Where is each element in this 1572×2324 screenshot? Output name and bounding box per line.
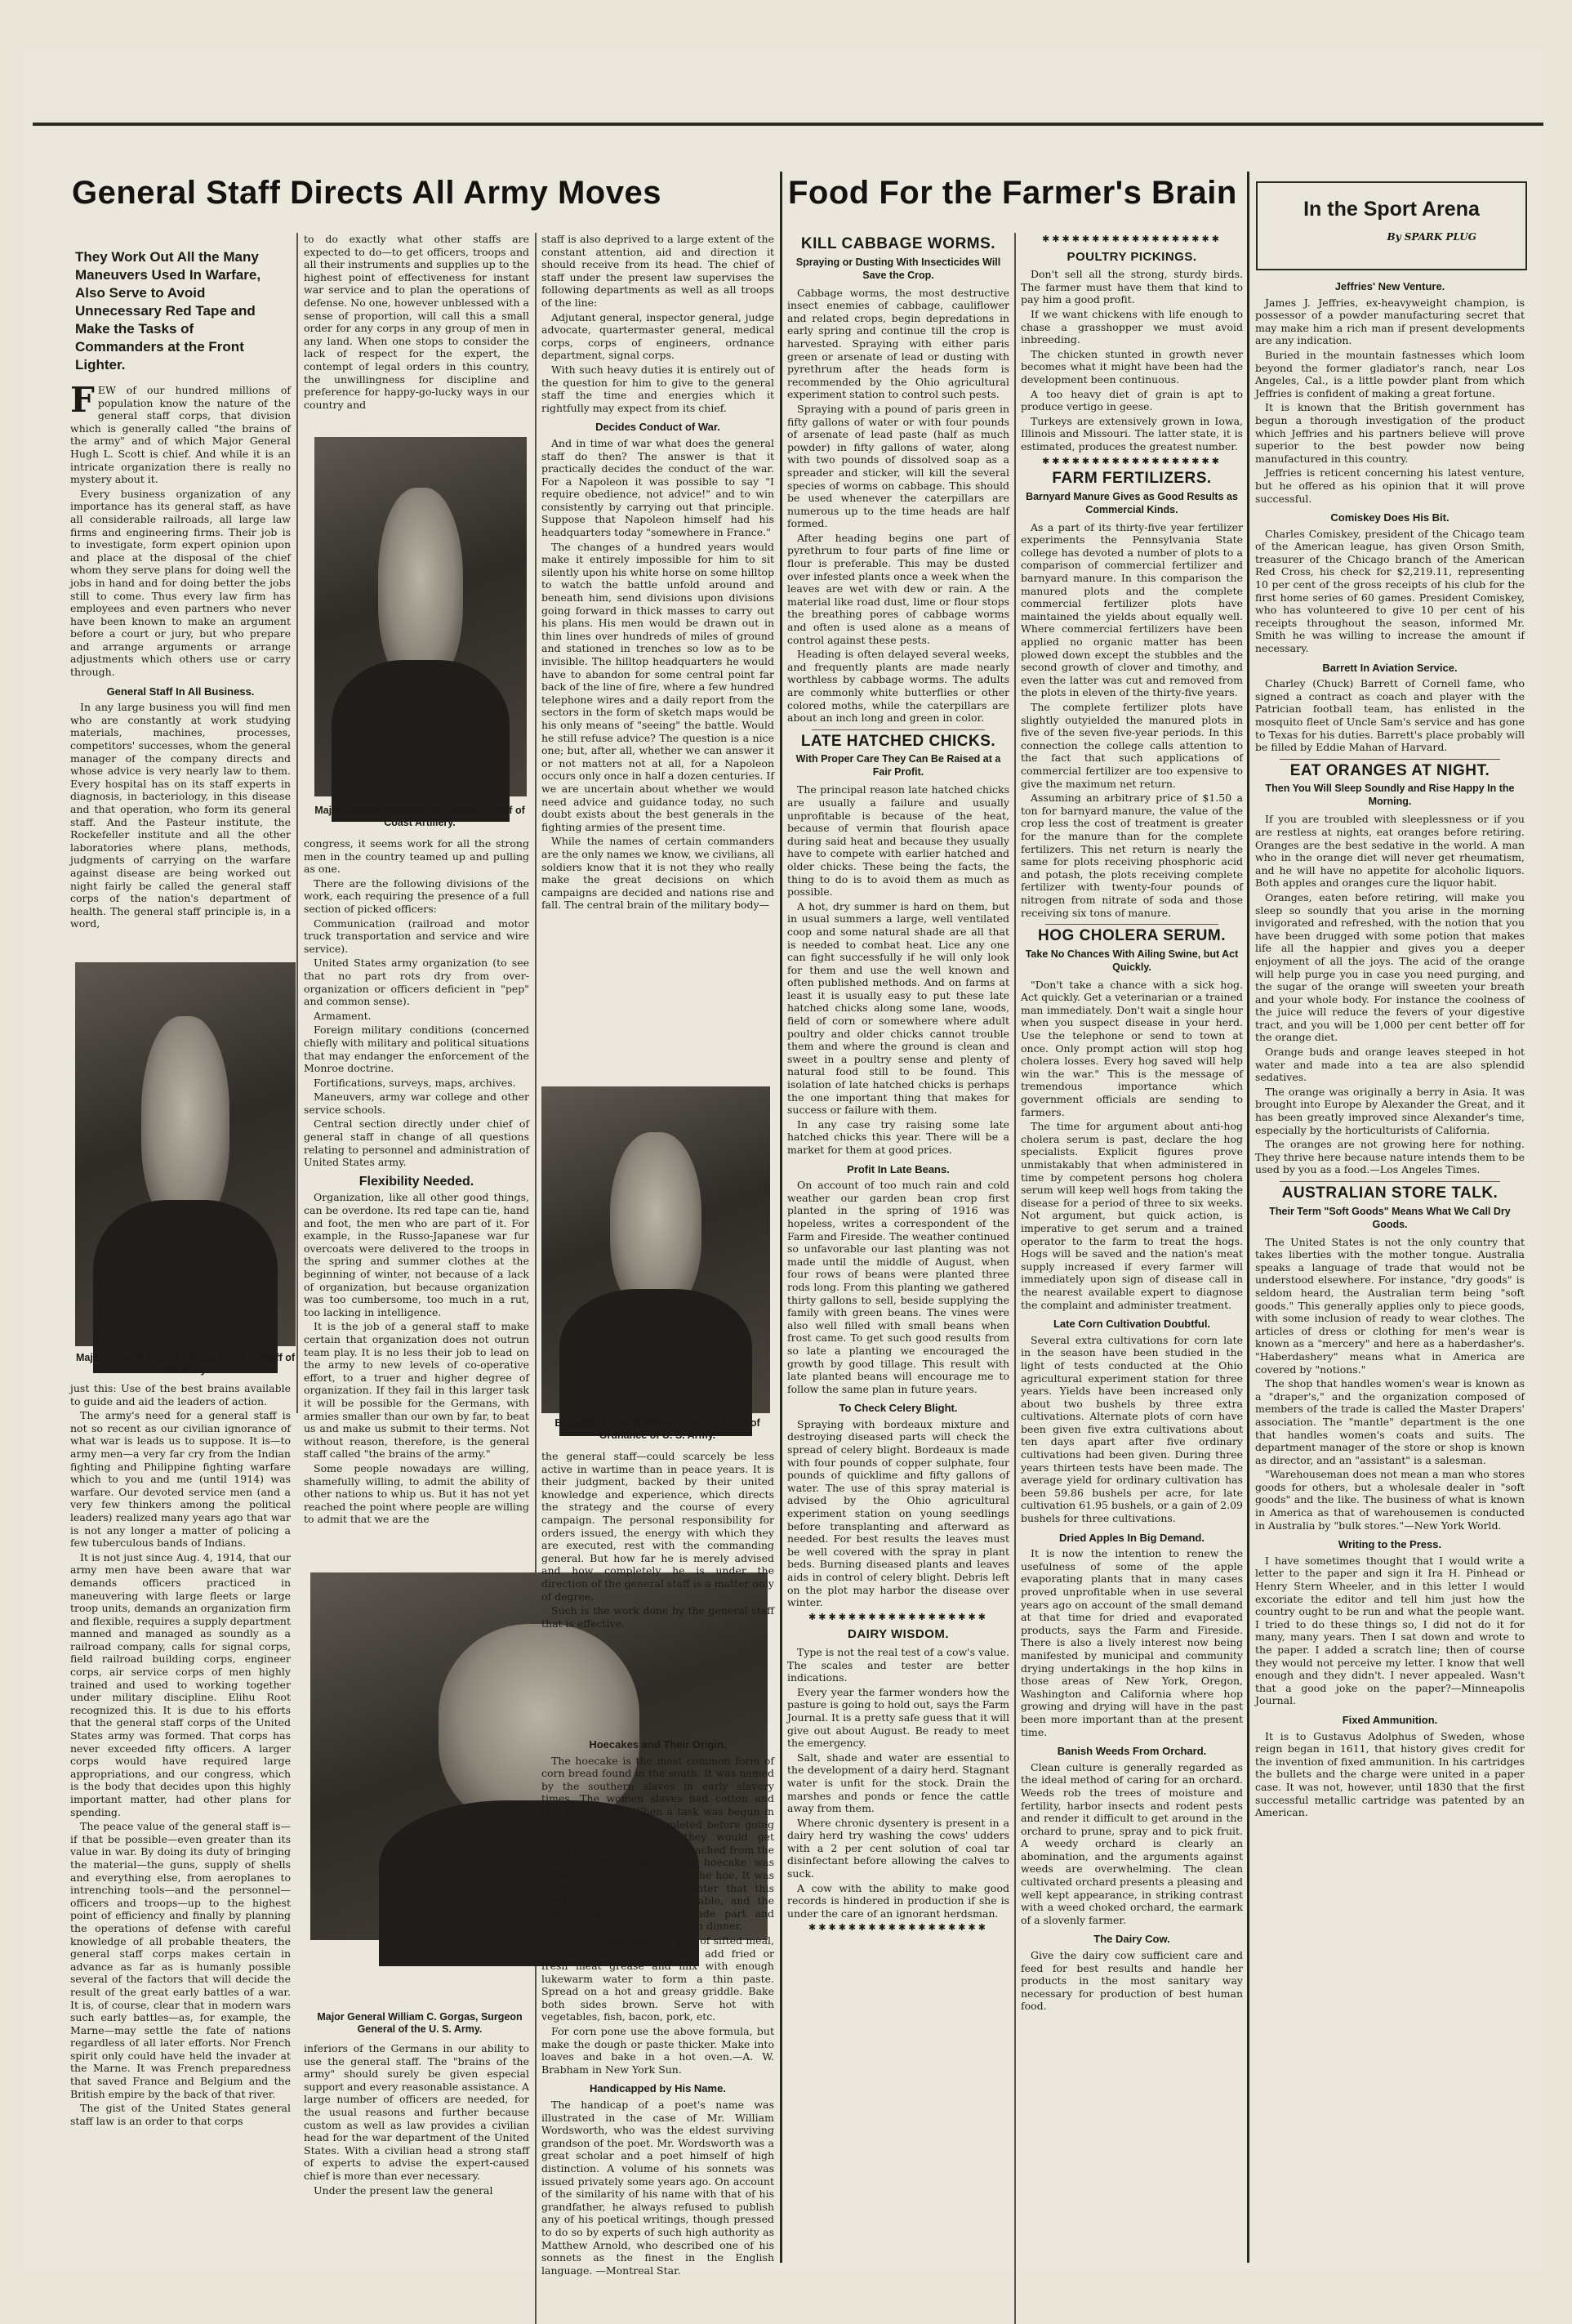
paragraph: Assuming an arbitrary price of $1.50 a ton for barnyard manure, the value of the crop less the cost of treatment is greater for the manure than for the complete fertilizers. This net return is nearly the same for plots receiving phosphoric acid and potash, the plots receiving complete fertilizer with twenty-four pounds of nitrogen from nitrate of soda and those receiving six tons of manure. xyxy=(1021,792,1243,919)
deck: Spraying or Dusting With Insecticides Will Save the Crop. xyxy=(795,256,1001,281)
column-2-mid xyxy=(304,837,529,1572)
subhead: Comiskey Does His Bit. xyxy=(1330,511,1450,524)
paragraph: Every business organization of any importance has its general staff, as have all considerable railroads, all large law firms and engineering firms. Their job is to investigate, form expert opinion upon and place at the disposal of the chief whom they serve plans for doing well the jobs in hand and for doing better the jobs still to come. Thus every law firm has employees and even partners who never have been known to make an argument before a court or jury, but who prepare and arrange arguments or arrange adjustments which others use or carry through. xyxy=(70,487,291,679)
deck: Barnyard Manure Gives as Good Results as Commercial Kinds. xyxy=(1026,490,1238,515)
paragraph: There are the following divisions of the work, each requiring the presence of a full section of picked officers: xyxy=(304,877,529,915)
column-5 xyxy=(1021,233,1243,2275)
paragraph: just this: Use of the best brains available to guide and aid the leaders of action. xyxy=(70,1382,291,1407)
paragraph: the general staff—could scarcely be less active in wartime than in peace years. It is their judgment, backed by their united knowledge and experience, which directs the strategy and the course of every campaign. The personal responsibility for orders issued, the energy with which they are executed, rest with the commanding general. But how far he is merely advised and how completely he is under the direction of the general staff is a matter only of degree. xyxy=(541,1450,774,1603)
subhead: Banish Weeds From Orchard. xyxy=(1057,1745,1207,1758)
subhead: Writing to the Press. xyxy=(1338,1538,1442,1551)
section-divider xyxy=(780,172,782,2263)
paragraph: Clean culture is generally regarded as the ideal method of caring for an orchard. Weeds rob the trees of moisture and fertility, harbor insects and rodent pests and render it difficult to get around in the orchard to prune, spray and to pick fruit. A weedy orchard is clearly an abomination, and the arguments against weeds are overwhelming. The clean cultivated orchard presents a pleasing and well kept appearance, in striking contrast with a weed choked orchard, the earmark of a slovenly farmer. xyxy=(1021,1760,1243,1926)
paragraph: And in time of war what does the general staff do then? The answer is that it practically decides the conduct of the war. For a Napoleon it was possible to say "I require obedience, not advice!" and to win consistently by carrying out that principle. Suppose that Napoleon himself had his headquarters today "somewhere in France." xyxy=(541,436,774,539)
subhead: To Check Celery Blight. xyxy=(839,1402,958,1415)
paragraph: inferiors of the Germans in our ability to use the general staff. The "brains of the army" should surely be given especial support and every reasonable assistance. A large number of officers are needed, for the usual reasons and further because custom as well as law provides a civilian head for the war department of the United States. With a civilian head a strong staff of experts to advise the expert-caused chief is more than ever necessary. xyxy=(304,2042,529,2182)
paragraph: congress, it seems work for all the strong men in the country teamed up and pulling as one. xyxy=(304,837,529,876)
subhead: Dried Apples In Big Demand. xyxy=(1059,1531,1205,1544)
paragraph: A too heavy diet of grain is apt to produce vertigo in geese. xyxy=(1021,387,1243,413)
paragraph: The orange was originally a berry in Asia. It was brought into Europe by Alexander the Great, and it has been greatly improved since Alexander's time, especially by the horticulturists of California. xyxy=(1255,1085,1525,1136)
caption-crozier: Brigadier General William Crozier, Chief of Ordnance of U. S. Army. xyxy=(554,1417,760,1441)
paragraph: Heading is often delayed several weeks, and frequently plants are made nearly worthless by cabbage worms. The adults are commonly white butterflies or other colored moths, while the caterpillars are about an inch long and green in color. xyxy=(787,648,1009,725)
headline-farmers-brain: Food For the Farmer's Brain xyxy=(788,175,1237,211)
column-3-lower xyxy=(541,1732,774,2275)
paragraph: It is to Gustavus Adolphus of Sweden, whose reign began in 1611, that history gives credit for the invention of fixed ammunition. In his cartridges the bullets and the charge were united in a paper case. It was not, however, until 1830 that the first successful metallic cartridge was patented by an American. xyxy=(1255,1729,1525,1819)
paragraph: The United States is not the only country that takes liberties with the mother tongue. Australia speaks a language of trade that would not be understood elsewhere. For instance, "dry goods" is seldom heard, the Australian term being "soft goods." This generally applies only to piece goods, with some inclusion of ready to wear clothes. The articles of dress or clothing for men's wear is known as a "mercery" and here as a haberdasher's. "Haberdashery" means what in America are covered by "notions." xyxy=(1255,1235,1525,1376)
head-australian-store-talk: AUSTRALIAN STORE TALK. xyxy=(1281,1184,1499,1202)
paragraph: The oranges are not growing here for nothing. They thrive here because nature intends them to be used by you as a food.—Los Angeles Times. xyxy=(1255,1138,1525,1176)
paragraph: Turkeys are extensively grown in Iowa, Illinois and Missouri. The latter state, it is estimated, produces the greatest number. xyxy=(1021,414,1243,453)
portrait-weaver xyxy=(314,437,527,796)
paragraph: The time for argument about anti-hog cholera serum is past, declare the hog specialists. Explicit figures prove unmistakably that when administered in time by competent persons hog cholera serum will keep well hogs from taking the disease for a period of three to six weeks. Not argument, but quick action, is imperative to get serum and a trained operator to the farm to treat the hogs. Hogs will be saved and the nation's meat supply increased if every farmer will immediately upon sign of disease call in the nearest available expert to diagnose the complaint and administer treatment. xyxy=(1021,1120,1243,1311)
paragraph: James J. Jeffries, ex-heavyweight champion, is possessor of a powder manufacturing secret that may make him a rich man if present developments are any indication. xyxy=(1255,296,1525,347)
column-rule xyxy=(296,233,298,1413)
paragraph: For corn pone use the above formula, but make the dough or paste thicker. Make into loaves and bake in a hot oven.—A. W. Brabham in New York Sun. xyxy=(541,2025,774,2076)
paragraph: Jeffries is reticent concerning his latest venture, but he offered as his opinion that it will prove successful. xyxy=(1255,466,1525,505)
head-kill-cabbage-worms: KILL CABBAGE WORMS. xyxy=(800,235,996,252)
star-border: ✱✱✱✱✱✱✱✱✱✱✱✱✱✱✱✱✱✱ xyxy=(808,1922,988,1934)
paragraph: The shop that handles women's wear is known as a "draper's," and the organization composed of members of the trade is called the Master Drapers' association. The "mantle" department is the one that handles women's coats and suits. The department manager of the store or shop is known as director, and an "assistant" is a salesman. xyxy=(1255,1377,1525,1466)
paragraph: Spraying with bordeaux mixture and destroying diseased parts will check the spread of celery blight. Bordeaux is made with four pounds of copper sulphate, four pounds of quicklime and fifty gallons of water. The use of this spray material is advised by the Ohio agricultural experiment station on young seedlings before transplanting and afterward as needed. For best results the leaves must be well covered with the spray in plant beds. Burning diseased plants and leaves aids in control of celery blight. Debris left on the plot may harbor the disease over winter. xyxy=(787,1417,1009,1609)
paragraph: Adjutant general, inspector general, judge advocate, quartermaster general, medical corps, corps of engineers, ordnance department, signal corps. xyxy=(541,310,774,362)
column-1-lower xyxy=(70,1382,291,2268)
paragraph: Orange buds and orange leaves steeped in hot water and made into a tea are also splendid sedatives. xyxy=(1255,1046,1525,1084)
column-rule xyxy=(535,233,537,2324)
paragraph: It is known that the British government has begun a thorough investigation of the product which Jeffries and his partners believe will prove superior to the best powder now being manufactured in this country. xyxy=(1255,401,1525,465)
paragraph: Fortifications, surveys, maps, archives. xyxy=(314,1076,516,1089)
paragraph: Give the dairy cow sufficient care and feed for best results and handle her products in the most sanitary way necessary for production of best human food. xyxy=(1021,1949,1243,2013)
head-eat-oranges: EAT ORANGES AT NIGHT. xyxy=(1289,761,1490,779)
star-border: ✱✱✱✱✱✱✱✱✱✱✱✱✱✱✱✱✱✱ xyxy=(1042,234,1222,244)
subhead: Jeffries' New Venture. xyxy=(1334,280,1445,292)
paragraph: I have sometimes thought that I would write a letter to the paper and sign it Ira H. Pinhead or Henry Stern Wheeler, and in this letter I would excoriate the editor and tell him just how the country ought to be run and what the people want. I tried to do these things so, I did not do it for many, many years. Then I sat down and wrote to the paper. I added a scratch line; then of course they would not perceive my letter. I know that well enough and they didn't. I never appealed. Wasn't that a good joke on the paper?—Minneapolis Journal. xyxy=(1255,1554,1525,1707)
paragraph: to do exactly what other staffs are expected to do—to get officers, troops and all their instruments and supplies up to the highest point of effectiveness for instant war service and to plan the operations of defense. No one, however unblessed with a sense of proportion, will call this a small order for any corps in any group of men in any land. When one stops to consider the lack of respect for the expert, the contempt of legal orders in this country, the unwillingness for discipline and preference for happy-go-lucky ways in our country and xyxy=(304,233,529,411)
headline-general-staff: General Staff Directs All Army Moves xyxy=(72,175,661,211)
column-4 xyxy=(787,233,1009,2275)
star-border: ✱✱✱✱✱✱✱✱✱✱✱✱✱✱✱✱✱✱ xyxy=(1042,455,1222,466)
paragraph: On account of too much rain and cold weather our garden bean crop first planted in the spring of 1916 was hopeless, writes a correspondent of the Farm and Fireside. The weather continued so unfavorable our last planting was not made until the middle of August, when four rows of beans were planted three rods long. From this planting we gathered thirty gallons to sell, beside supplying the family with green beans. The vines were also well filled with small beans when frost came. To get such good results from so late a planting we encouraged the growth by good tillage. This result with late planted beans will encourage me to follow the same plan in future years. xyxy=(787,1179,1009,1395)
paragraph: In any case try raising some late hatched chicks this year. There will be a market for them at good prices. xyxy=(787,1117,1009,1156)
paragraph: Several extra cultivations for corn late in the season have been studied in the light of tests conducted at the Ohio agricultural experiment station for three years. Yields have been increased only about two bushels by three extra cultivations. Alternate plots of corn have been given five extra cultivations about ten days apart after five ordinary cultivations had been given. During three years thirteen tests have been made. The average yield for ordinary cultivation has been 59.86 bushels per acre, for late cultivation 61.95 bushels, or a gain of 2.09 bushels for three cultivations. xyxy=(1021,1333,1243,1525)
paragraph: Such is the work done by the general staff that is effective. xyxy=(541,1604,774,1630)
paragraph: The handicap of a poet's name was illustrated in the case of Mr. William Wordsworth, who was the eldest surviving grandson of the poet. Mr. Wordsworth was a great scholar and a poet himself of high distinction. A volume of his sonnets was issued privately some years ago. On account of the similarity of his name with that of his grandfather, he always refused to publish any of his poetical writings, though pressed to do so by experts of such high authority as Matthew Arnold, who described one of his sonnets as the finest in the English language. —Montreal Star. xyxy=(541,2099,774,2277)
deck: Their Term "Soft Goods" Means What We Call Dry Goods. xyxy=(1269,1205,1511,1230)
subhead-handicapped: Handicapped by His Name. xyxy=(590,2082,726,2095)
paragraph: Don't sell all the strong, sturdy birds. The farmer must have them that kind to pay him a good profit. xyxy=(1021,268,1243,306)
head-poultry-pickings: POULTRY PICKINGS. xyxy=(1067,249,1197,264)
column-rule xyxy=(1014,233,1016,2324)
paragraph: EW of our hundred millions of population know the nature of the general staff corps, that division which is generally called "the brains of the army" and of which Major General Hugh L. Scott is chief. And while it is an intricate organization there is really no mystery about it. xyxy=(70,384,291,486)
paragraph: It is the job of a general staff to make certain that organization does not outrun team play. It is no less their job to lead on the army to new levels of co-operative effort, to a truer and higher degree of organization. If they fail in this larger task it will be possible for the Germans, with armies smaller than our own by far, to beat us and make us submit to their terms. Not without reason, therefore, is the general staff called "the brains of the army." xyxy=(304,1320,529,1461)
sport-arena-title: In the Sport Arena xyxy=(1303,198,1480,221)
paragraph: For a hoecake take one pint of sifted meal, one-half teaspoonful of salt; add fried or fresh meat grease and mix with enough lukewarm water to form a thin paste. Spread on a hot and greasy griddle. Bake both sides brown. Serve hot with vegetables, fish, bacon, pork, etc. xyxy=(541,1934,774,2023)
paragraph: Communication (railroad and motor truck transportation and service and wire service). xyxy=(304,917,529,955)
subhead: Decides Conduct of War. xyxy=(595,421,720,434)
subhead: General Staff In All Business. xyxy=(106,685,255,698)
paragraph: As a part of its thirty-five year fertilizer experiments the Pennsylvania State college has devoted a number of plots to a comparison of commercial fertilizer and barnyard manure. In this comparison the manured plots and the complete commercial fertilizer plots have maintained the yields about equally well. Where commercial fertilizers have been applied no organic matter has been plowed down except the stubbles and the second growth of clover and timothy, and even the latter was cut and removed from the plots in eleven of the thirty-five years. xyxy=(1021,520,1243,699)
paragraph: The changes of a hundred years would make it entirely impossible for him to sit silently upon his white horse on some hilltop to watch the battle unfold around and beneath him, send divisions upon divisions going forward in thick masses to carry out his plans. His men would be drawn out in thin lines over hundreds of miles of ground and stationed in trenches so low as to be invisible. The hilltop headquarters he would have to abandon for some central point far back of the line of fire, where a few hundred telephone wires and a daily report from the sectors in the form of sketch maps would be his only means of "seeing" the battle. Would he still refuse advice? The question is a nice one; but, after all, whether we can answer it or not matters not at all, for a Napoleon occurs only once in half a dozen centuries. If we are uncertain about whether we would need advice and guidance today, no such doubt exists about the best generals in the fighting armies of the present time. xyxy=(541,540,774,833)
portrait-scott xyxy=(75,962,296,1346)
paragraph: It is now the intention to renew the usefulness of some of the apple evaporating plants that in many cases proved unprofitable when in use several years ago on account of the small demand at that time for dried and evaporated products, says the Farm and Fireside. There is also a lively interest now being manifested by municipal and community drying undertakings in the hop kilns in those areas of New York, Oregon, Washington and California where hop growing and drying will have in the past been more important than at the present time. xyxy=(1021,1547,1243,1738)
paragraph: Salt, shade and water are essential to the development of a dairy herd. Stagnant water is unfit for the stock. Drain the marshes and ponds or fence the cattle away from them. xyxy=(787,1751,1009,1815)
paragraph: The gist of the United States general staff law is an order to that corps xyxy=(70,2102,291,2127)
paragraph: Maneuvers, army war college and other service schools. xyxy=(304,1091,529,1116)
column-2-top xyxy=(304,233,529,437)
paragraph: Every year the farmer wonders how the pasture is going to hold out, says the Farm Journal. It is a pretty safe guess that it will give out about August. Be ready to meet the emergency. xyxy=(787,1685,1009,1750)
paragraph: Cabbage worms, the most destructive insect enemies of cabbage, cauliflower and related crops, begin depredations in early spring and continue till the crop is harvested. Spraying with either paris green or arsenate of lead or dusting with pyrethrum after the heads form is recommended by the Ohio agricultural experiment station to control such pests. xyxy=(787,286,1009,401)
paragraph: While the names of certain commanders are the only names we know, we civilians, all soldiers know that it is not they who really make the great decisions on which campaigns are decided and nations rise and fall. The central brain of the military body— xyxy=(541,835,774,912)
subhead: The Dairy Cow. xyxy=(1093,1933,1170,1946)
star-border: ✱✱✱✱✱✱✱✱✱✱✱✱✱✱✱✱✱✱ xyxy=(808,1611,988,1622)
column-2-lower xyxy=(304,2042,529,2275)
paragraph: "Don't take a chance with a sick hog. Act quickly. Get a veterinarian or a trained man immediately. Don't wait a single hour when you suspect disease in your herd. Use the telephone or send to town at once. Only prompt action will stop hog cholera losses. Every hog saved will help win the war." This is the message of tremendous importance which government officials are sending to farmers. xyxy=(1021,978,1243,1118)
paragraph: "Warehouseman does not mean a man who stores goods for others, but a wholesale dealer in "soft goods" and the like. The business of what is known in America as that of warehousemen is conducted in Australia by "bulk stores."—New York World. xyxy=(1255,1468,1525,1532)
subhead: Barrett In Aviation Service. xyxy=(1322,661,1458,674)
section-divider xyxy=(1247,172,1249,2263)
caption-gorgas: Major General William C. Gorgas, Surgeon General of the U. S. Army. xyxy=(317,2011,523,2035)
paragraph: After heading begins one part of pyrethrum to four parts of fine lime or flour is preferable. This may be dusted over infested plants once a week when the leaves are wet with dew or rain. A the material like road dust, lime or flour stops the breathing pores of cabbage worms and often is used alone as a means of control against these pests. xyxy=(787,531,1009,646)
paragraph: A hot, dry summer is hard on them, but in usual summers a large, well ventilated coop and some natural shade are all that is needed to combat heat. Lice any one can fight successfully if he will only look for them and use the well known and often published methods. And on farms at least it is usually easy to put these late hatched chicks along some lane, woods, field of corn or somewhere where adult poultry and older chicks cannot trouble them and where the ground is clean and sweet in a poultry sense and plenty of natural food still to be found. This isolation of late hatched chicks is perhaps the one important thing that makes for success or failure with them. xyxy=(787,899,1009,1117)
paragraph: The peace value of the general staff is—if that be possible—even greater than its value in war. By doing its duty of bringing the material—the guns, supply of shells and everything else, from aeroplanes to intrenching tools—and the personnel—officers and troops—up to the highest point of efficiency and finally by planning the operations of defense with careful knowledge of all probable theaters, the general staff corps makes certain in advance as far as is humanly possible several of the factors that will decide the result of the great early battles of a war. It is, of course, clear that in modern wars such early battles—as, for example, the Marne—may settle the fate of nations regardless of all later efforts. Nor French spirit only could have held the invader at the Marne. It was French preparedness that saved France and Belgium and the British empire by the back of that river. xyxy=(70,1820,291,2100)
paragraph: In any large business you will find men who are constantly at work studying materials, machines, processes, competitors' successes, whom the general manager of the company directs and whose advice is very nearly law to them. Every hospital has on its staff experts in diagnosis, in bacteriology, in this disease and that operation, who form its general staff. And the Pasteur institute, the Rockefeller institute and all the other laboratories where plans, methods, judgments of carrying on the warfare against disease are being worked out night fairly be called the general staff corps of the nation's department of health. The general staff principle is, in a word, xyxy=(70,701,291,930)
paragraph: Where chronic dysentery is present in a dairy herd try washing the cows' udders with a 2 per cent solution of coal tar disinfectant before allowing the calves to suck. xyxy=(787,1816,1009,1880)
paragraph: Under the present law the general xyxy=(314,2183,493,2197)
paragraph: If we want chickens with life enough to chase a grasshopper we must avoid inbreeding. xyxy=(1021,307,1243,346)
column-6 xyxy=(1255,274,1525,2275)
caption-weaver: Major General Erasmus M. Weaver, Chief of Coast Artillery. xyxy=(314,805,525,828)
head-late-hatched-chicks: LATE HATCHED CHICKS. xyxy=(800,732,996,750)
paragraph: Organization, like all other good things, can be overdone. Its red tape can tie, hand and foot, the men who are part of it. For example, in the Russo-Japanese war fur overcoats were delivered to the troops in the spring and summer clothes at the beginning of winter, not because of a lack of organization, but because organization was too cumbersome, too much in a rut, too lacking in intelligence. xyxy=(304,1191,529,1318)
paragraph: It is not just since Aug. 4, 1914, that our army men have been aware that war demands officers practiced in maneuvering with large fleets or large troop units, demands an organization firm and flexible, requires a supply department manned and managed as soundly as a railroad company, calls for signal corps, field railroad building corps, engineer corps, air service corps of men highly trained and used to working together under military discipline. Elihu Root recognized this. It is due to his efforts that the general staff corps of the United States army was formed. That corps has never exceeded fifty officers. A larger corps would have required large appropriations, and our congress, which is the body that decides upon this highly important matter, had other plans for spending. xyxy=(70,1550,291,1818)
subhead: Late Corn Cultivation Doubtful. xyxy=(1053,1318,1211,1331)
head-farm-fertilizers: FARM FERTILIZERS. xyxy=(1052,470,1212,488)
drop-cap: F xyxy=(70,380,95,420)
paragraph: A cow with the ability to make good records is hindered in production if she is under the care of an ignorant herdsman. xyxy=(787,1881,1009,1920)
caption-scott: Major General Hugh L. Scott, Chief of Staff of the Army. xyxy=(75,1352,296,1376)
top-rule xyxy=(33,123,1543,126)
paragraph: staff is also deprived to a large extent of the constant attention, aid and direction it should receive from its head. The chief of staff under the present law supervises the following departments as well as all troops of the line: xyxy=(541,233,774,309)
paragraph: If you are troubled with sleeplessness or if you are restless at nights, eat oranges before retiring. Oranges are the best sedative in the world. A man who in the orange diet will never get rheumatism, and he will have no appetite for alcoholic liquors. Both apples and oranges cure the liquor habit. xyxy=(1255,813,1525,890)
subhead: Profit In Late Beans. xyxy=(847,1162,950,1175)
paragraph: Foreign military conditions (concerned chiefly with military and political situations that may endanger the enforcement of the Monroe doctrine. xyxy=(304,1024,529,1075)
deck: Take No Chances With Ailing Swine, but Act Quickly. xyxy=(1025,948,1239,973)
paragraph: The chicken stunted in growth never becomes what it might have been had the development been continuous. xyxy=(1021,347,1243,386)
head-dairy-wisdom: DAIRY WISDOM. xyxy=(847,1627,949,1642)
subhead-hoecakes: Hoecakes and Their Origin. xyxy=(589,1738,727,1751)
deck: With Proper Care They Can Be Raised at a Fair Profit. xyxy=(795,753,1001,778)
paragraph: Central section directly under chief of general staff in change of all questions relating to personnel and administration of United States army. xyxy=(304,1117,529,1169)
paragraph: The complete fertilizer plots have slightly outyielded the manured plots in five of the seven five-year periods. In this connection the college calls attention to the fact that such applications of commercial fertilizer are too expensive to give the maximum net return. xyxy=(1021,701,1243,790)
paragraph: The principal reason late hatched chicks are usually a failure and usually unprofitable is because of the heat, because of vermin that flourish apace during said heat and because they usually have to compete with earlier hatched and older chicks. These being the facts, the thing to do is to avoid them as much as possible. xyxy=(787,783,1009,899)
sport-byline: By SPARK PLUG xyxy=(1387,231,1476,243)
paragraph: The army's need for a general staff is not so recent as our civilian ignorance of what war is leads us to suppose. It is—to army men—a very far cry from the Indian fighting and Philippine fighting warfare which to you and me (until 1914) was warfare. Our devoted service men (and a very few thinkers among the political leaders) realized many years ago that war is not any longer a matter of policing a few tuberculous bands of Indians. xyxy=(70,1409,291,1550)
article-deck: They Work Out All the Many Maneuvers Used In Warfare, Also Serve to Avoid Unnecessary Red Tape and Make the Tasks of Commanders at the Front Lighter. xyxy=(75,249,261,372)
paragraph: Charley (Chuck) Barrett of Cornell fame, who signed a contract as coach and player with the Patrician football team, has enlisted in the mosquito fleet of Uncle Sam's service and has gone to Texas for his duties. Barrett's place probably will be filled by Eddie Mahan of Harvard. xyxy=(1255,677,1525,754)
paragraph: Oranges, eaten before retiring, will make you sleep so soundly that you arise in the morning invigorated and refreshed, with the notion that you have been drugged with some potion that makes life all the happier and gives you a deeper enjoyment of all the joys. The acid of the orange will help purge you in case you need purging, and the sugar of the orange will sweeten your breath and your whole body. For instance the coolness of the juice will reduce the fevers of your digestive tract, and you will be 1,000 per cent better off for the orange diet. xyxy=(1255,890,1525,1044)
paragraph: United States army organization (to see that no part rots dry from over-organization or officers deficient in "pep" and common sense). xyxy=(304,957,529,1008)
paragraph: The hoecake is the most common form of corn bread found in the south. It was named by the southern slaves in early slavery times. The women slaves had cotton and rice by the task. When a task was begun in the morning it was completed before going back home. Sometimes they would get hungry; then the hoe was detached from the helve, a fire started and a hoecake was cooked then and there upon the hoe. It was thus discovered by the planter that this meal cooked this was palatable, and the hoecake was henceforth made part and parcel of a complete plantation dinner. xyxy=(541,1754,774,1933)
paragraph: With such heavy duties it is entirely out of the question for him to give to the general staff the time and energies which it rightfully may expect from its chief. xyxy=(541,363,774,414)
column-3-mid xyxy=(541,1450,774,1630)
subhead: Fixed Ammunition. xyxy=(1342,1713,1438,1726)
paragraph: Armament. xyxy=(314,1009,372,1022)
sport-arena-box xyxy=(1256,181,1527,270)
paragraph: Buried in the mountain fastnesses which loom beyond the former gladiator's ranch, near Los Angeles, Cal., is a little powder plant from which Jeffries is confident of making a great fortune. xyxy=(1255,348,1525,399)
paragraph: Some people nowadays are willing, shamefully willing, to admit the ability of other nations to whip us. But it has not yet reached the point where people are willing to admit that we are the xyxy=(304,1461,529,1526)
deck: Then You Will Sleep Soundly and Rise Happy In the Morning. xyxy=(1265,783,1515,808)
head-hog-cholera-serum: HOG CHOLERA SERUM. xyxy=(1038,927,1226,945)
paragraph: Charles Comiskey, president of the Chicago team of the American league, has given Orson Smith, treasurer of the Chicago branch of the American Red Cross, his check for $2,219.11, representing 10 per cent of the gross receipts of his club for the first home series of 60 games. President Comiskey, who has volunteered to give 10 per cent of his receipts throughout the season, informed Mr. Smith he was willing to increase the amount if necessary. xyxy=(1255,527,1525,655)
paragraph: Type is not the real test of a cow's value. The scales and tester are better indications. xyxy=(787,1645,1009,1684)
paragraph: Spraying with a pound of paris green in fifty gallons of water or with four pounds of arsenate of lead paste (half as much powder) in fifty gallons of water, along with two pounds of dissolved soap as a spreader and sticker, will kill the several species of worms on cabbage. This should be used whenever the caterpillars are numerous up to the time heads are half formed. xyxy=(787,402,1009,530)
portrait-crozier xyxy=(541,1086,770,1413)
subhead: Flexibility Needed. xyxy=(358,1174,474,1189)
